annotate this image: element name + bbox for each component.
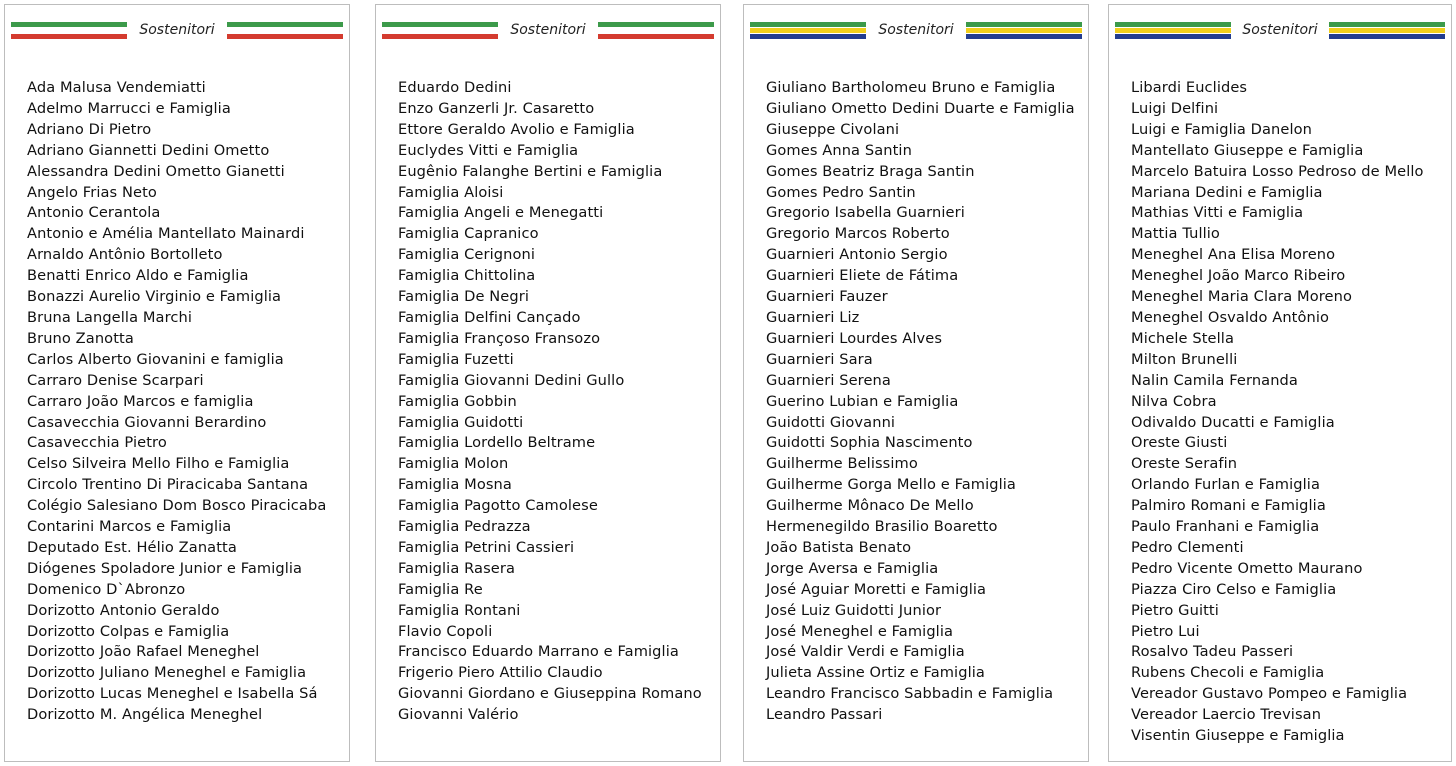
supporter-name: Rosalvo Tadeu Passeri: [1131, 643, 1294, 661]
supporter-name: Oreste Serafin: [1131, 455, 1238, 473]
supporter-name: Bruna Langella Marchi: [27, 308, 192, 326]
supporter-name: Euclydes Vitti e Famiglia: [398, 141, 579, 159]
supporter-name: Meneghel Ana Elisa Moreno: [1131, 246, 1336, 264]
supporter-name: José Luiz Guidotti Junior: [766, 601, 942, 619]
supporter-name: Adriano Giannetti Dedini Ometto: [27, 141, 270, 159]
supporter-name: Bruno Zanotta: [27, 329, 134, 347]
supporter-name: Enzo Ganzerli Jr. Casaretto: [398, 99, 595, 117]
supporter-name: Guarnieri Fauzer: [766, 288, 888, 306]
supporter-name: Famiglia Giovanni Dedini Gullo: [398, 371, 625, 389]
supporter-name: Leandro Passari: [766, 706, 883, 724]
supporter-name: Dorizotto Lucas Meneghel e Isabella Sá: [27, 685, 318, 703]
supporter-name: Famiglia Capranico: [398, 225, 539, 243]
supporter-name: Famiglia Chittolina: [398, 267, 536, 285]
supporter-name: Dorizotto M. Angélica Meneghel: [27, 706, 263, 724]
flag-stripe-left: [11, 22, 127, 39]
supporter-name: Giovanni Giordano e Giuseppina Romano: [398, 685, 702, 703]
supporter-name: Mathias Vitti e Famiglia: [1131, 204, 1304, 222]
supporter-name: Carraro Denise Scarpari: [27, 371, 204, 389]
supporter-name: Colégio Salesiano Dom Bosco Piracicaba: [27, 497, 327, 515]
supporter-name: Hermenegildo Brasilio Boaretto: [766, 518, 998, 536]
flag-stripe-right: [598, 22, 714, 39]
flag-stripe-left: [382, 22, 498, 39]
supporter-name: Famiglia Petrini Cassieri: [398, 538, 575, 556]
supporter-name: Famiglia Re: [398, 580, 483, 598]
column-title: Sostenitori: [510, 22, 586, 38]
supporter-name: Alessandra Dedini Ometto Gianetti: [27, 162, 285, 180]
supporter-name: Gregorio Marcos Roberto: [766, 225, 950, 243]
supporter-name: Rubens Checoli e Famiglia: [1131, 664, 1325, 682]
supporter-name: Giuliano Ometto Dedini Duarte e Famiglia: [766, 99, 1075, 117]
supporter-name: Pietro Lui: [1131, 622, 1200, 640]
supporter-name: Luigi Delfini: [1131, 99, 1219, 117]
supporter-name: Carraro João Marcos e famiglia: [27, 392, 254, 410]
supporter-name: Luigi e Famiglia Danelon: [1131, 120, 1313, 138]
supporter-name: Pedro Vicente Ometto Maurano: [1131, 559, 1363, 577]
column-header: [382, 19, 714, 41]
supporter-name: Famiglia Delfini Cançado: [398, 308, 581, 326]
supporter-name: Famiglia Gobbin: [398, 392, 517, 410]
supporter-name: Gomes Beatriz Braga Santin: [766, 162, 975, 180]
column-header: [11, 19, 343, 41]
supporter-name: Casavecchia Pietro: [27, 434, 167, 452]
supporter-name: Benatti Enrico Aldo e Famiglia: [27, 267, 249, 285]
supporter-name: Dorizotto João Rafael Meneghel: [27, 643, 260, 661]
supporter-name: Diógenes Spoladore Junior e Famiglia: [27, 559, 303, 577]
supporter-name: Famiglia Rasera: [398, 559, 516, 577]
supporter-name: Meneghel João Marco Ribeiro: [1131, 267, 1346, 285]
supporter-name: Julieta Assine Ortiz e Famiglia: [766, 664, 985, 682]
supporter-list: [27, 78, 345, 726]
supporter-name: Famiglia Molon: [398, 455, 509, 473]
supporter-name: Famiglia De Negri: [398, 288, 529, 306]
supporter-name: Famiglia Guidotti: [398, 413, 524, 431]
supporters-column-4: [1108, 4, 1452, 762]
supporter-name: Arnaldo Antônio Bortolleto: [27, 246, 223, 264]
supporter-name: Famiglia Françoso Fransozo: [398, 329, 601, 347]
supporter-name: Guidotti Giovanni: [766, 413, 896, 431]
supporter-name: Famiglia Aloisi: [398, 183, 504, 201]
supporter-name: Paulo Franhani e Famiglia: [1131, 518, 1320, 536]
supporter-name: Famiglia Angeli e Menegatti: [398, 204, 604, 222]
supporter-name: Orlando Furlan e Famiglia: [1131, 476, 1320, 494]
supporter-name: Guilherme Mônaco De Mello: [766, 497, 974, 515]
supporters-column-1: [4, 4, 350, 762]
supporter-name: Nilva Cobra: [1131, 392, 1217, 410]
supporter-name: Gregorio Isabella Guarnieri: [766, 204, 965, 222]
supporter-name: Flavio Copoli: [398, 622, 493, 640]
flag-stripe-right: [1329, 22, 1445, 39]
supporter-name: Meneghel Osvaldo Antônio: [1131, 308, 1330, 326]
supporter-name: Eduardo Dedini: [398, 79, 512, 96]
supporter-name: Adelmo Marrucci e Famiglia: [27, 99, 231, 117]
supporter-name: Famiglia Rontani: [398, 601, 521, 619]
column-title: Sostenitori: [1242, 22, 1318, 38]
column-title: Sostenitori: [878, 22, 954, 38]
supporter-name: Pietro Guitti: [1131, 601, 1219, 619]
supporter-name: Antonio e Amélia Mantellato Mainardi: [27, 225, 305, 243]
supporter-name: Marcelo Batuira Losso Pedroso de Mello: [1131, 162, 1424, 180]
supporter-name: Famiglia Cerignoni: [398, 246, 535, 264]
supporter-name: Famiglia Mosna: [398, 476, 512, 494]
supporter-name: Odivaldo Ducatti e Famiglia: [1131, 413, 1335, 431]
supporters-column-2: [375, 4, 721, 762]
supporter-name: Guerino Lubian e Famiglia: [766, 392, 959, 410]
flag-stripe-left: [1115, 22, 1231, 39]
supporter-name: Palmiro Romani e Famiglia: [1131, 497, 1326, 515]
supporter-name: Mattia Tullio: [1131, 225, 1220, 243]
supporter-name: Domenico D`Abronzo: [27, 580, 186, 598]
supporter-name: Deputado Est. Hélio Zanatta: [27, 538, 237, 556]
supporter-name: João Batista Benato: [766, 538, 912, 556]
supporter-name: Piazza Ciro Celso e Famiglia: [1131, 580, 1337, 598]
supporter-name: Guarnieri Liz: [766, 308, 860, 326]
supporter-name: Celso Silveira Mello Filho e Famiglia: [27, 455, 290, 473]
supporter-name: Guidotti Sophia Nascimento: [766, 434, 973, 452]
supporter-name: Vereador Laercio Trevisan: [1131, 706, 1322, 724]
supporter-name: Dorizotto Antonio Geraldo: [27, 601, 220, 619]
supporter-name: Circolo Trentino Di Piracicaba Santana: [27, 476, 309, 494]
flag-stripe-left: [750, 22, 866, 39]
column-header: [1115, 19, 1445, 41]
supporter-name: Pedro Clementi: [1131, 538, 1244, 556]
supporter-name: Famiglia Pedrazza: [398, 518, 531, 536]
supporter-name: Leandro Francisco Sabbadin e Famiglia: [766, 685, 1054, 703]
supporter-name: Famiglia Fuzetti: [398, 350, 514, 368]
supporter-name: Ettore Geraldo Avolio e Famiglia: [398, 120, 635, 138]
supporter-name: Nalin Camila Fernanda: [1131, 371, 1298, 389]
supporter-name: Guilherme Gorga Mello e Famiglia: [766, 476, 1016, 494]
supporter-name: Contarini Marcos e Famiglia: [27, 518, 232, 536]
supporter-name: Guarnieri Sara: [766, 350, 873, 368]
column-header: [750, 19, 1082, 41]
supporter-name: Mariana Dedini e Famiglia: [1131, 183, 1323, 201]
supporter-name: Eugênio Falanghe Bertini e Famiglia: [398, 162, 663, 180]
column-title: Sostenitori: [139, 22, 215, 38]
flag-stripe-right: [227, 22, 343, 39]
supporters-column-3: [743, 4, 1089, 762]
supporter-name: Giovanni Valério: [398, 706, 519, 724]
supporter-name: Antonio Cerantola: [27, 204, 161, 222]
supporter-name: Guarnieri Antonio Sergio: [766, 246, 948, 264]
supporter-name: Ada Malusa Vendemiatti: [27, 79, 206, 96]
supporter-name: Bonazzi Aurelio Virginio e Famiglia: [27, 288, 282, 306]
supporter-name: Oreste Giusti: [1131, 434, 1228, 452]
supporter-name: José Meneghel e Famiglia: [766, 622, 954, 640]
supporter-name: Mantellato Giuseppe e Famiglia: [1131, 141, 1364, 159]
supporter-name: Casavecchia Giovanni Berardino: [27, 413, 267, 431]
supporter-name: Gomes Pedro Santin: [766, 183, 916, 201]
supporter-list: [766, 78, 1084, 726]
supporter-name: Guarnieri Serena: [766, 371, 891, 389]
supporter-name: Guarnieri Lourdes Alves: [766, 329, 943, 347]
supporter-name: Carlos Alberto Giovanini e famiglia: [27, 350, 284, 368]
supporter-name: Famiglia Pagotto Camolese: [398, 497, 598, 515]
supporter-list: [1131, 78, 1447, 747]
supporter-name: José Aguiar Moretti e Famiglia: [766, 580, 987, 598]
supporter-name: Michele Stella: [1131, 329, 1234, 347]
supporter-name: Frigerio Piero Attilio Claudio: [398, 664, 603, 682]
supporter-name: Dorizotto Juliano Meneghel e Famiglia: [27, 664, 307, 682]
supporter-name: Francisco Eduardo Marrano e Famiglia: [398, 643, 679, 661]
supporter-name: Giuseppe Civolani: [766, 120, 900, 138]
supporter-name: Giuliano Bartholomeu Bruno e Famiglia: [766, 79, 1056, 96]
supporter-name: Vereador Gustavo Pompeo e Famiglia: [1131, 685, 1408, 703]
supporter-name: Gomes Anna Santin: [766, 141, 912, 159]
supporter-name: José Valdir Verdi e Famiglia: [766, 643, 965, 661]
supporter-name: Angelo Frias Neto: [27, 183, 157, 201]
supporter-name: Meneghel Maria Clara Moreno: [1131, 288, 1352, 306]
supporter-name: Libardi Euclides: [1131, 79, 1248, 96]
supporter-name: Visentin Giuseppe e Famiglia: [1131, 727, 1345, 745]
supporter-name: Famiglia Lordello Beltrame: [398, 434, 596, 452]
supporter-name: Jorge Aversa e Famiglia: [766, 559, 939, 577]
supporter-name: Adriano Di Pietro: [27, 120, 152, 138]
flag-stripe-right: [966, 22, 1082, 39]
supporter-name: Guilherme Belissimo: [766, 455, 918, 473]
supporter-name: Milton Brunelli: [1131, 350, 1238, 368]
supporter-name: Guarnieri Eliete de Fátima: [766, 267, 959, 285]
supporter-list: [398, 78, 716, 726]
supporter-name: Dorizotto Colpas e Famiglia: [27, 622, 230, 640]
